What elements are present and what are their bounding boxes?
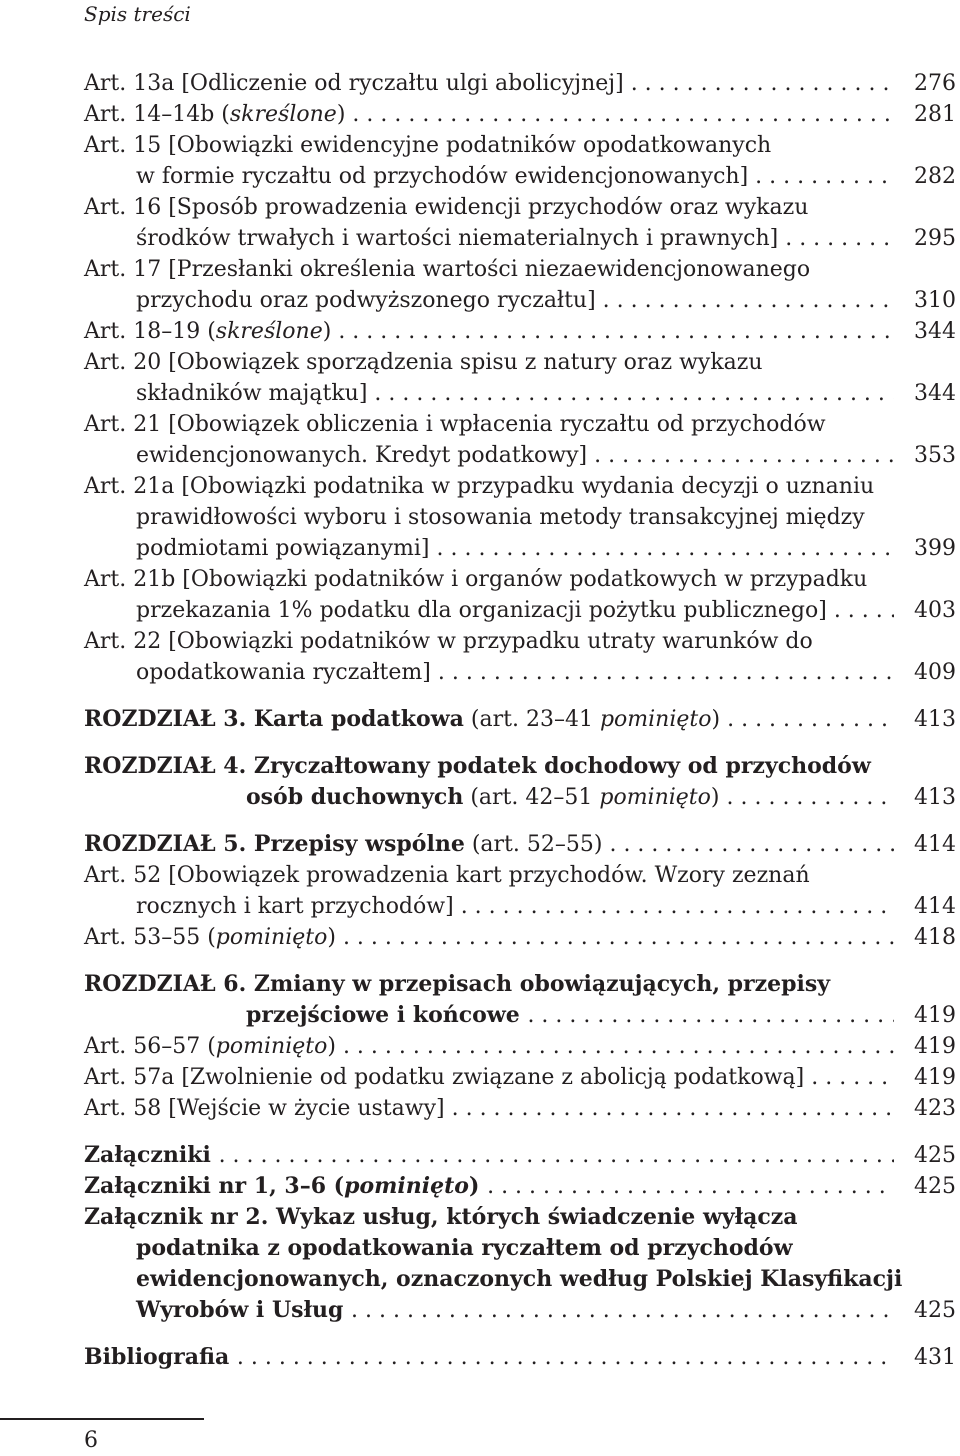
dot-leader (338, 316, 894, 347)
dot-leader (452, 1093, 894, 1124)
toc-chapter-6[interactable]: ROZDZIAŁ 6. Zmiany w przepisach obowiązujących, przepisy przejściowe i końcowe . . . 419 (84, 969, 956, 1031)
page-number: 425 (914, 1143, 956, 1168)
dot-leader (609, 829, 894, 860)
dot-leader (374, 378, 894, 409)
dot-leader (461, 891, 894, 922)
table-of-contents (84, 68, 956, 1373)
toc-entry-art-22[interactable]: Art. 22 [Obowiązki podatników w przypadku utraty warunków do opodatkowania ryczałtem] . . . 409 (84, 626, 956, 688)
toc-entry-art-16[interactable]: Art. 16 [Sposób prowadzenia ewidencji przychodów oraz wykazu środków trwałych i wartości niematerialnych i prawnych] . . . 295 (84, 192, 956, 254)
dot-leader (351, 1295, 894, 1326)
page-number: 431 (914, 1345, 956, 1370)
dot-leader (487, 1171, 894, 1202)
page-number: 409 (914, 660, 956, 685)
dot-leader (352, 99, 894, 130)
dot-leader (437, 533, 895, 564)
toc-attachment-2[interactable]: Załącznik nr 2. Wykaz usług, których świadczenie wyłącza podatnika z opodatkowania ryczałtem od przychodów ewidencjonowanych, oznaczonych według Polskiej Klasyfikacji Wyrobów i Usług . . . 425 (84, 1202, 956, 1326)
footer-page-number: 6 (84, 1428, 98, 1453)
toc-entry-art-52[interactable]: Art. 52 [Obowiązek prowadzenia kart przychodów. Wzory zeznań rocznych i kart przychodów] . . . 414 (84, 860, 956, 922)
toc-attachments[interactable]: Załączniki . . . 425 (84, 1140, 956, 1171)
page-number: 344 (914, 381, 956, 406)
toc-entry-art-58[interactable]: Art. 58 [Wejście w życie ustawy] . . . 423 (84, 1093, 956, 1124)
dot-leader (603, 285, 894, 316)
page-number: 282 (914, 164, 956, 189)
page-number: 276 (914, 71, 956, 96)
dot-leader (755, 161, 894, 192)
page-number: 413 (914, 707, 956, 732)
page-number: 414 (914, 894, 956, 919)
dot-leader (834, 595, 894, 626)
dot-leader (727, 782, 895, 813)
page-number: 353 (914, 443, 956, 468)
page-number: 418 (914, 925, 956, 950)
dot-leader (594, 440, 894, 471)
toc-entry-art-14[interactable]: Art. 14–14b (skreślone) . . . 281 (84, 99, 956, 130)
page-number: 310 (914, 288, 956, 313)
page-number: 403 (914, 598, 956, 623)
toc-entry-art-21[interactable]: Art. 21 [Obowiązek obliczenia i wpłacenia ryczałtu od przychodów ewidencjonowanych. Kredyt podatkowy] . . . 353 (84, 409, 956, 471)
toc-entry-art-15[interactable]: Art. 15 [Obowiązki ewidencyjne podatników opodatkowanych w formie ryczałtu od przychodów ewidencjonowanych] . . . 282 (84, 130, 956, 192)
toc-entry-art-20[interactable]: Art. 20 [Obowiązek sporządzenia spisu z natury oraz wykazu składników majątku] . . . 344 (84, 347, 956, 409)
dot-leader (343, 922, 894, 953)
toc-chapter-3[interactable]: ROZDZIAŁ 3. Karta podatkowa (art. 23–41 pominięto) . . . 413 (84, 704, 956, 735)
dot-leader (727, 704, 894, 735)
toc-entry-art-21b[interactable]: Art. 21b [Obowiązki podatników i organów podatkowych w przypadku przekazania 1% podatku dla organizacji pożytku publicznego] . . . 403 (84, 564, 956, 626)
dot-leader (785, 223, 894, 254)
page-number: 419 (914, 1034, 956, 1059)
toc-entry-art-17[interactable]: Art. 17 [Przesłanki określenia wartości niezaewidencjonowanego przychodu oraz podwyższonego ryczałtu] . . . 310 (84, 254, 956, 316)
toc-bibliography[interactable]: Bibliografia . . . 431 (84, 1342, 956, 1373)
dot-leader (631, 68, 894, 99)
toc-entry-art-56[interactable]: Art. 56–57 (pominięto) . . . 419 (84, 1031, 956, 1062)
page-number: 399 (914, 536, 956, 561)
dot-leader (527, 1000, 894, 1031)
page-number: 425 (914, 1174, 956, 1199)
page-number: 419 (914, 1003, 956, 1028)
toc-entry-art-53[interactable]: Art. 53–55 (pominięto) . . . 418 (84, 922, 956, 953)
dot-leader (811, 1062, 894, 1093)
dot-leader (343, 1031, 894, 1062)
toc-entry-art-21a[interactable]: Art. 21a [Obowiązki podatnika w przypadku wydania decyzji o uznaniu prawidłowości wyboru i stosowania metody transakcyjnej między podmiotami powiązanymi] . . . 399 (84, 471, 956, 564)
page-number: 281 (914, 102, 956, 127)
dot-leader (438, 657, 894, 688)
running-header: Spis treści (84, 2, 191, 26)
dot-leader (237, 1342, 894, 1373)
page-number: 419 (914, 1065, 956, 1090)
page-number: 344 (914, 319, 956, 344)
page-number: 413 (914, 785, 956, 810)
page-number: 414 (914, 832, 956, 857)
page-number: 425 (914, 1298, 956, 1323)
page-number: 295 (914, 226, 956, 251)
toc-chapter-4[interactable]: ROZDZIAŁ 4. Zryczałtowany podatek dochodowy od przychodów osób duchownych (art. 42–51 pominięto) . . . 413 (84, 751, 956, 813)
toc-chapter-5[interactable]: ROZDZIAŁ 5. Przepisy wspólne (art. 52–55) . . . 414 (84, 829, 956, 860)
dot-leader (219, 1140, 894, 1171)
toc-entry-art-18[interactable]: Art. 18–19 (skreślone) . . . 344 (84, 316, 956, 347)
toc-entry-art-57a[interactable]: Art. 57a [Zwolnienie od podatku związane z abolicją podatkową] . . . 419 (84, 1062, 956, 1093)
toc-attachments-1-3-6[interactable]: Załączniki nr 1, 3–6 (pominięto) . . . 425 (84, 1171, 956, 1202)
footer-rule (0, 1418, 204, 1420)
page-number: 423 (914, 1096, 956, 1121)
toc-entry-art-13a[interactable]: Art. 13a [Odliczenie od ryczałtu ulgi abolicyjnej] . . . 276 (84, 68, 956, 99)
